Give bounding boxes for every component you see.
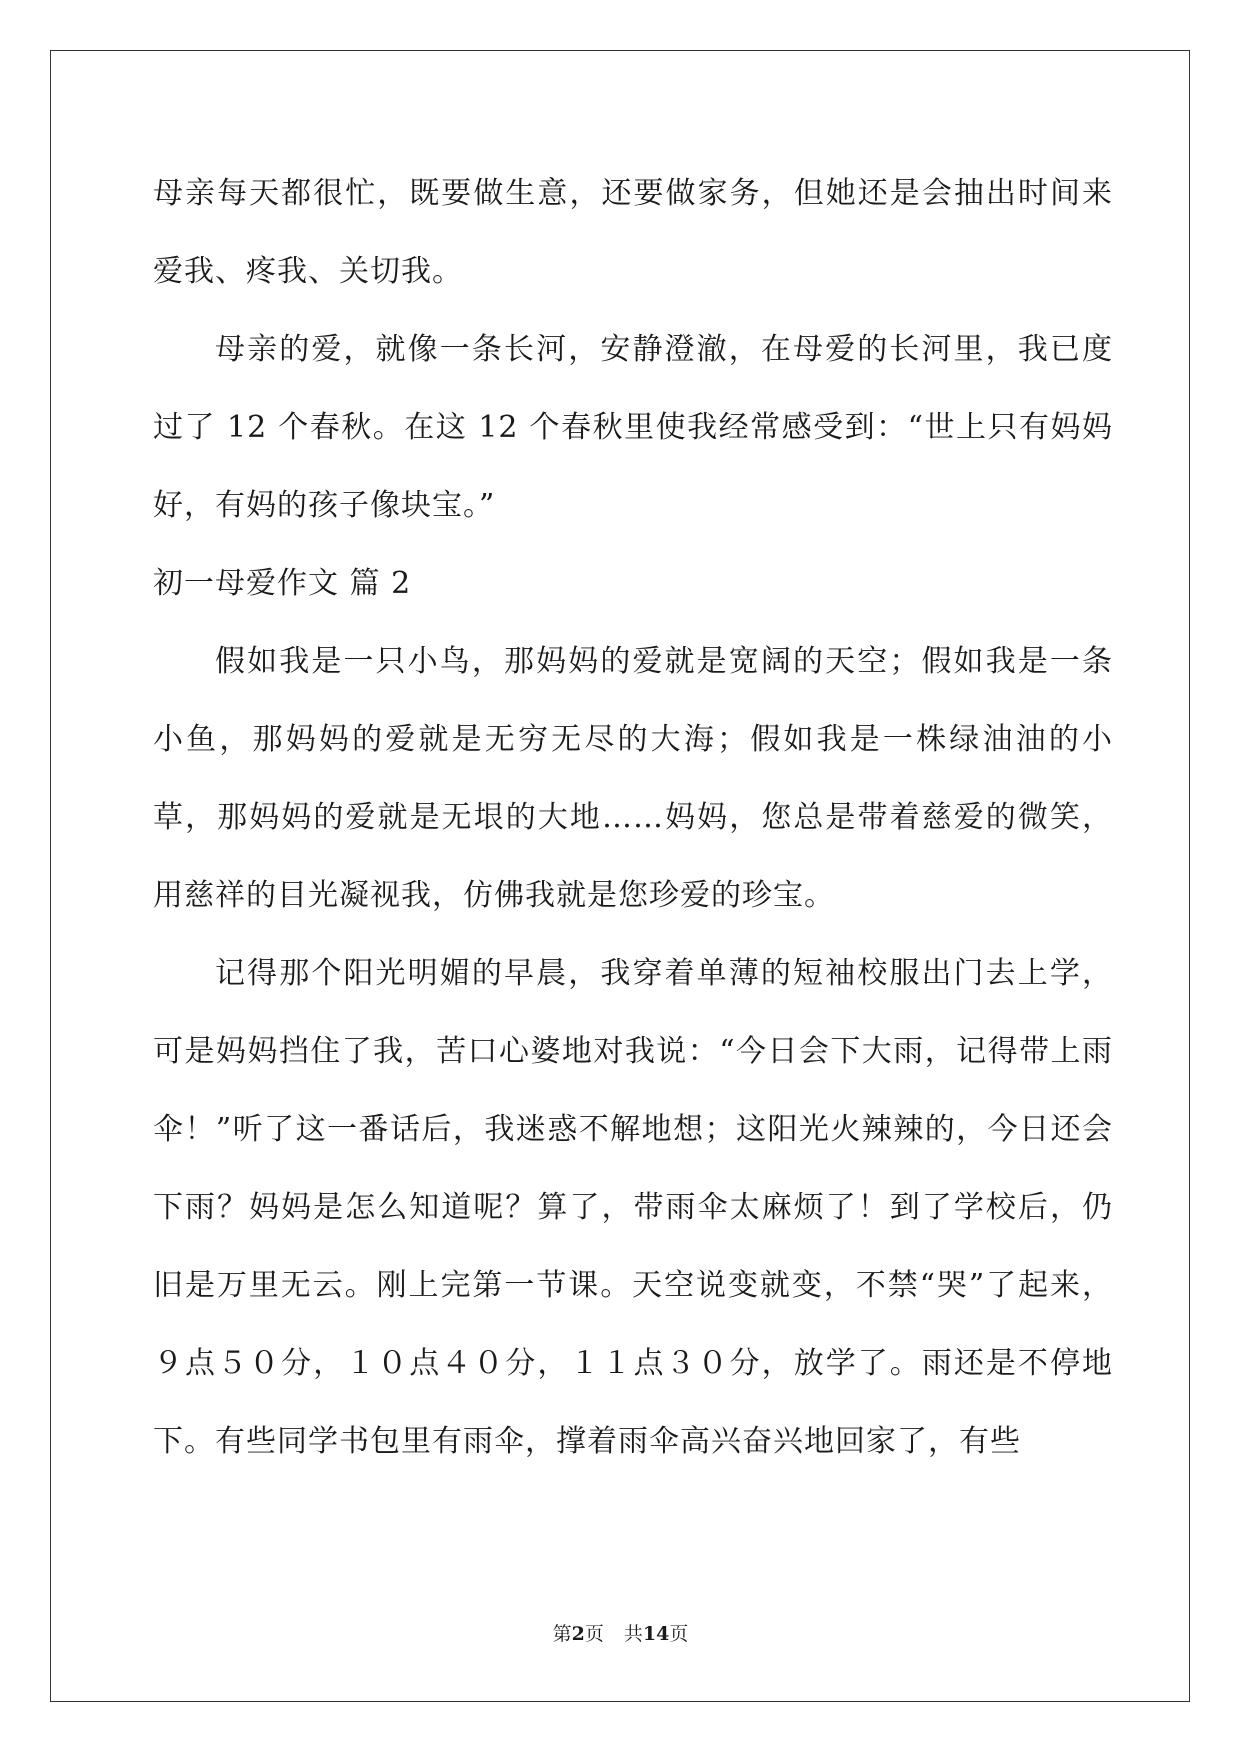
- footer-total-unit: 页: [669, 1623, 689, 1645]
- footer-page-unit: 页: [584, 1623, 604, 1645]
- document-body: [153, 155, 1113, 1481]
- section-heading: 初一母爱作文 篇 2: [153, 566, 412, 601]
- paragraph: 母亲的爱，就像一条长河，安静澄澈，在母爱的长河里，我已度过了 12 个春秋。在这 12 个春秋里使我经常感受到：“世上只有妈妈好，有妈的孩子像块宝。”: [153, 332, 1113, 523]
- current-page-number: 2: [571, 1623, 585, 1645]
- footer-total-prefix: 共: [623, 1623, 643, 1645]
- footer-prefix: 第: [552, 1623, 572, 1645]
- total-pages-number: 14: [642, 1623, 670, 1645]
- paragraph: 假如我是一只小鸟，那妈妈的爱就是宽阔的天空；假如我是一条小鱼，那妈妈的爱就是无穷无尽的大海；假如我是一株绿油油的小草，那妈妈的爱就是无垠的大地……妈妈，您总是带着慈爱的微笑，用慈祥的目光凝视我，仿佛我就是您珍爱的珍宝。: [153, 644, 1113, 913]
- page-footer: [0, 1619, 1241, 1646]
- paragraph: 记得那个阳光明媚的早晨，我穿着单薄的短袖校服出门去上学，可是妈妈挡住了我，苦口心婆地对我说：“今日会下大雨，记得带上雨伞！”听了这一番话后，我迷惑不解地想；这阳光火辣辣的，今日还会下雨？妈妈是怎么知道呢？算了，带雨伞太麻烦了！到了学校后，仍旧是万里无云。刚上完第一节课。天空说变就变，不禁“哭”了起来，９点５０分，１０点４０分，１１点３０分，放学了。雨还是不停地下。有些同学书包里有雨伞，撑着雨伞高兴奋兴地回家了，有些: [153, 956, 1113, 1459]
- paragraph: 母亲每天都很忙，既要做生意，还要做家务，但她还是会抽出时间来爱我、疼我、关切我。: [153, 176, 1113, 289]
